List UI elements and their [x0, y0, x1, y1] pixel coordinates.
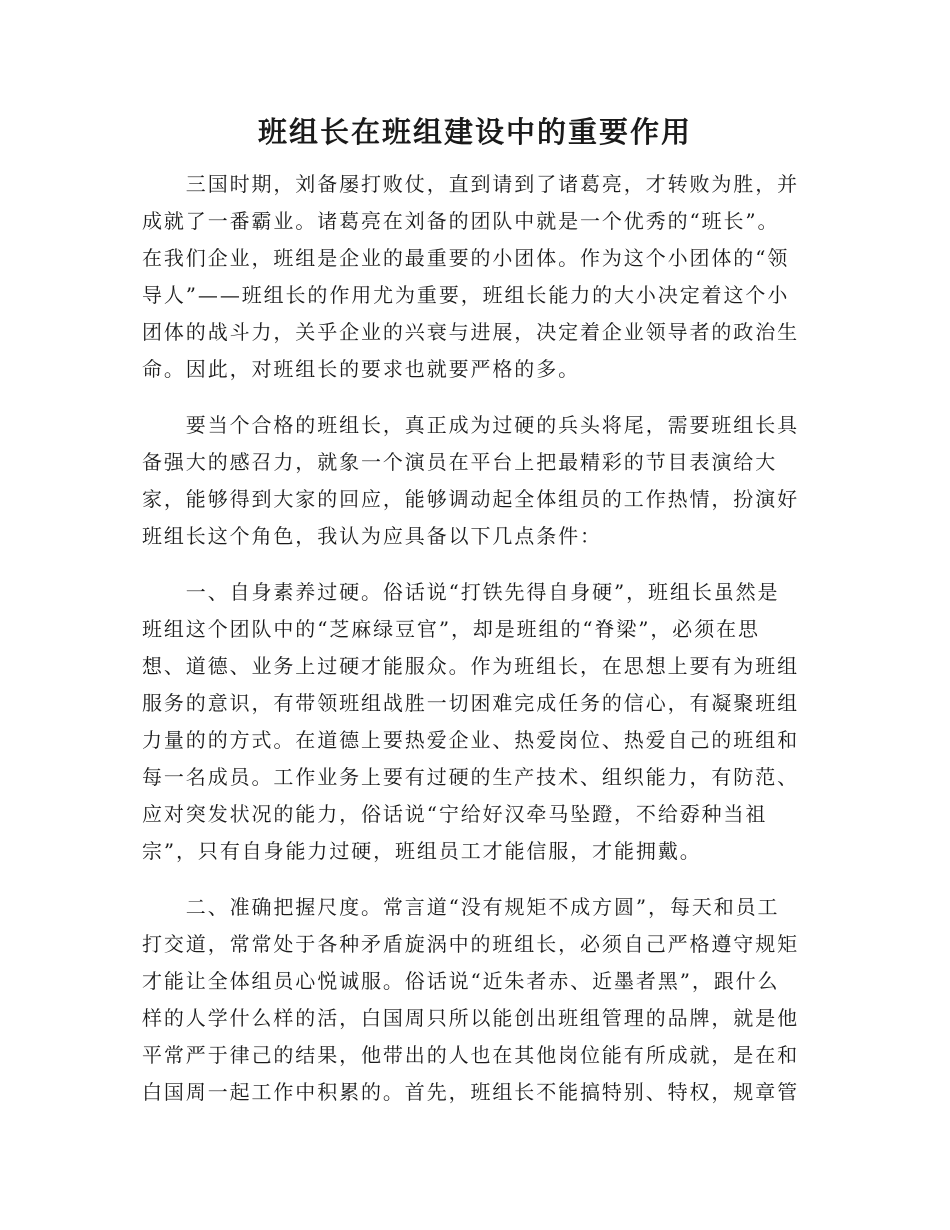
- text-line: 白国周一起工作中积累的。首先，班组长不能搞特别、特权，规章管: [142, 1080, 799, 1104]
- text-line: 才能让全体组员心悦诚服。俗话说“近朱者赤、近墨者黑”，跟什么: [142, 969, 780, 993]
- text-line: 成就了一番霸业。诸葛亮在刘备的团队中就是一个优秀的“班长”。: [142, 209, 780, 233]
- text-line: 服务的意识，有带领班组战胜一切困难完成任务的信心，有凝聚班组: [142, 691, 799, 715]
- text-line: 备强大的感召力，就象一个演员在平台上把最精彩的节目表演给大: [142, 450, 778, 474]
- text-line: 团体的战斗力，关乎企业的兴衰与进展，决定着企业领导者的政治生: [142, 320, 799, 344]
- text-line: 班组这个团队中的“芝麻绿豆官”，却是班组的“脊梁”，必须在思: [142, 617, 760, 641]
- text-line: 在我们企业，班组是企业的最重要的小团体。作为这个小团体的“领: [142, 246, 790, 270]
- text-line: 打交道，常常处于各种矛盾旋涡中的班组长，必须自己严格遵守规矩: [142, 932, 799, 956]
- text-line: 宗”，只有自身能力过硬，班组员工才能信服，才能拥戴。: [142, 839, 702, 863]
- document-body: [142, 166, 808, 1130]
- document-title: 班组长在班组建设中的重要作用: [257, 115, 692, 149]
- paragraph-intro: [142, 166, 808, 388]
- text-line: 要当个合格的班组长，真正成为过硬的兵头将尾，需要班组长具: [142, 413, 799, 437]
- text-line: 三国时期，刘备屡打败仗，直到请到了诸葛亮，才转败为胜，并: [142, 172, 799, 196]
- text-line: 想、道德、业务上过硬才能服众。作为班组长，在思想上要有为班组: [142, 654, 799, 678]
- text-line: 每一名成员。工作业务上要有过硬的生产技术、组织能力，有防范、: [142, 765, 799, 789]
- text-line: 导人”——班组长的作用尤为重要，班组长能力的大小决定着这个小: [142, 283, 790, 307]
- text-line: 样的人学什么样的活，白国周只所以能创出班组管理的品牌，就是他: [142, 1006, 799, 1030]
- paragraph-point-two: [142, 889, 808, 1111]
- text-line: 力量的的方式。在道德上要热爱企业、热爱岗位、热爱自己的班组和: [142, 728, 799, 752]
- text-line: 班组长这个角色，我认为应具备以下几点条件：: [142, 524, 602, 548]
- text-line: 平常严于律己的结果，他带出的人也在其他岗位能有所成就，是在和: [142, 1043, 799, 1067]
- text-line: 命。因此，对班组长的要求也就要严格的多。: [142, 357, 580, 381]
- text-line: 应对突发状况的能力，俗话说“宁给好汉牵马坠蹬，不给孬种当祖: [142, 802, 768, 826]
- text-line: 二、准确把握尺度。常言道“没有规矩不成方圆”，每天和员工: [142, 895, 780, 919]
- text-line: 家，能够得到大家的回应，能够调动起全体组员的工作热情，扮演好: [142, 487, 799, 511]
- paragraph-requirements: [142, 407, 808, 555]
- text-line: 一、自身素养过硬。俗话说“打铁先得自身硬”，班组长虽然是: [142, 580, 780, 604]
- paragraph-point-one: [142, 574, 808, 870]
